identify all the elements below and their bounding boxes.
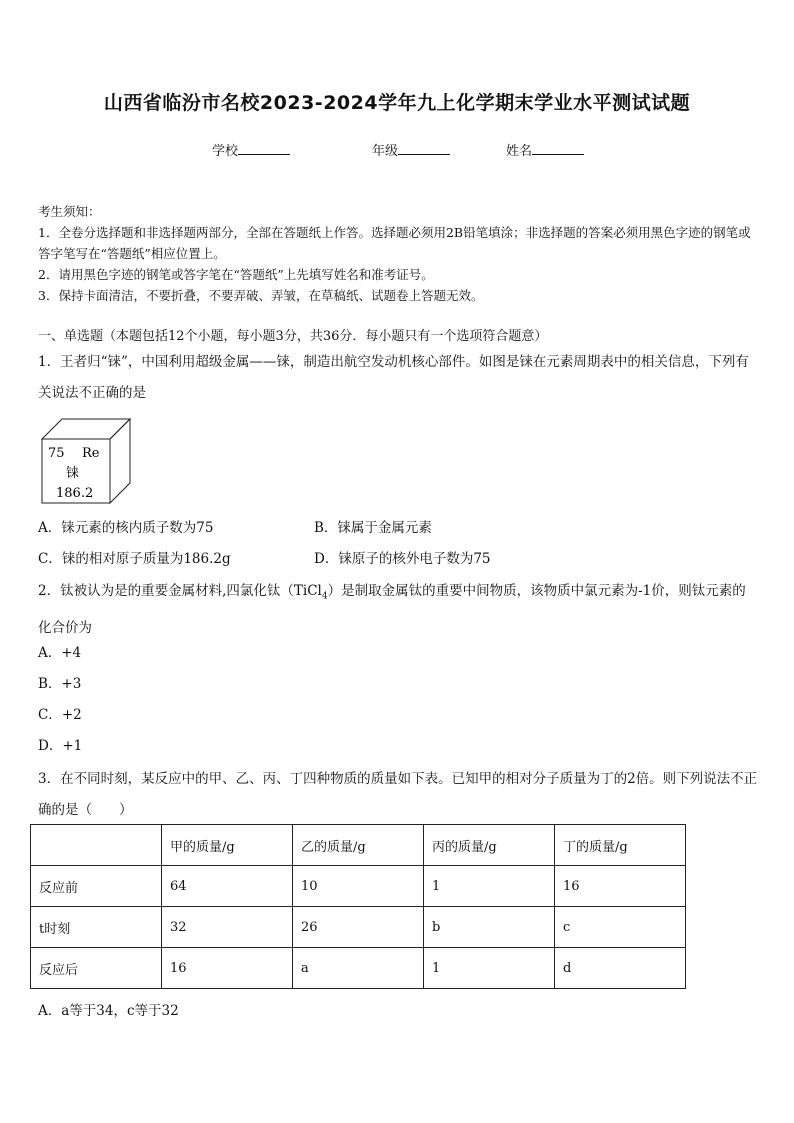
table-row — [31, 907, 686, 948]
q1-option-c[interactable]: C．铼的相对原子质量为186.2g — [38, 551, 231, 567]
mass-table — [30, 824, 686, 989]
question-2-stem: 2．钛被认为是的重要金属材料,四氯化钛（TiCl$_4$）是制取金属钛的重要中间物质，该物质中氯元素为-1价，则钛元素的化合价为 — [38, 583, 746, 636]
element-mass: 186.2 — [56, 486, 94, 501]
table-header-cell: 甲的质量/g — [162, 825, 293, 866]
section-heading: 一、单选题（本题包括12个小题，每小题3分，共36分．每小题只有一个选项符合题意） — [38, 329, 548, 344]
table-cell: 反应前 — [31, 866, 162, 907]
q2-option-a[interactable]: A．+4 — [38, 645, 82, 661]
question-1-stem: 1．王者归“铼”，中国利用超级金属——铼，制造出航空发动机核心部件。如图是铼在元素周期表中的相关信息，下列有关说法不正确的是 — [38, 354, 749, 401]
name-blank[interactable] — [532, 142, 584, 155]
q1-option-d[interactable]: D．铼原子的核外电子数为75 — [314, 551, 491, 567]
table-cell: t时刻 — [31, 907, 162, 948]
table-cell: 16 — [555, 866, 686, 907]
element-cell-cube — [40, 417, 132, 505]
q2-option-d[interactable]: D．+1 — [38, 738, 83, 754]
table-header-cell — [31, 825, 162, 866]
table-cell: 反应后 — [31, 948, 162, 989]
question-3-stem: 3．在不同时刻，某反应中的甲、乙、丙、丁四种物质的质量如下表。已知甲的相对分子质量为丁的2倍。则下列说法不正确的是（ ） — [38, 771, 758, 818]
grade-field: 年级 — [372, 140, 450, 159]
table-cell: d — [555, 948, 686, 989]
notice-heading: 考生须知： — [38, 204, 101, 219]
q1-option-b[interactable]: B．铼属于金属元素 — [314, 520, 432, 536]
q3-option-a[interactable]: A．a等于34，c等于32 — [38, 1003, 179, 1019]
q2-option-c[interactable]: C．+2 — [38, 707, 82, 723]
table-header-cell: 乙的质量/g — [293, 825, 424, 866]
element-symbol: Re — [82, 446, 100, 461]
table-header-cell: 丙的质量/g — [424, 825, 555, 866]
table-row — [31, 948, 686, 989]
table-header-row — [31, 825, 686, 866]
school-blank[interactable] — [238, 142, 290, 155]
name-field: 姓名 — [506, 140, 584, 159]
notice-item-1: 1．全卷分选择题和非选择题两部分，全部在答题纸上作答。选择题必须用2B铅笔填涂；非选择题的答案必须用黑色字迹的钢笔或答字笔写在“答题纸”相应位置上。 — [38, 225, 751, 261]
notice-item-2: 2．请用黑色字迹的钢笔或答字笔在“答题纸”上先填写姓名和准考证号。 — [38, 267, 434, 282]
q2-option-b[interactable]: B．+3 — [38, 676, 82, 692]
table-cell: 32 — [162, 907, 293, 948]
table-cell: 16 — [162, 948, 293, 989]
table-cell: c — [555, 907, 686, 948]
table-cell: 10 — [293, 866, 424, 907]
table-cell: b — [424, 907, 555, 948]
page-title: 山西省临汾市名校2023-2024学年九上化学期末学业水平测试试题 — [103, 92, 691, 114]
grade-blank[interactable] — [398, 142, 450, 155]
table-cell: 1 — [424, 948, 555, 989]
notice-item-3: 3．保持卡面清洁，不要折叠，不要弄破、弄皱，在草稿纸、试题卷上答题无效。 — [38, 288, 484, 303]
element-number: 75 — [48, 446, 65, 461]
table-cell: 1 — [424, 866, 555, 907]
school-field: 学校 — [212, 140, 290, 159]
q1-option-a[interactable]: A．铼元素的核内质子数为75 — [38, 520, 214, 536]
table-cell: a — [293, 948, 424, 989]
table-header-cell: 丁的质量/g — [555, 825, 686, 866]
element-name: 铼 — [66, 466, 80, 481]
table-cell: 26 — [293, 907, 424, 948]
table-row — [31, 866, 686, 907]
table-cell: 64 — [162, 866, 293, 907]
